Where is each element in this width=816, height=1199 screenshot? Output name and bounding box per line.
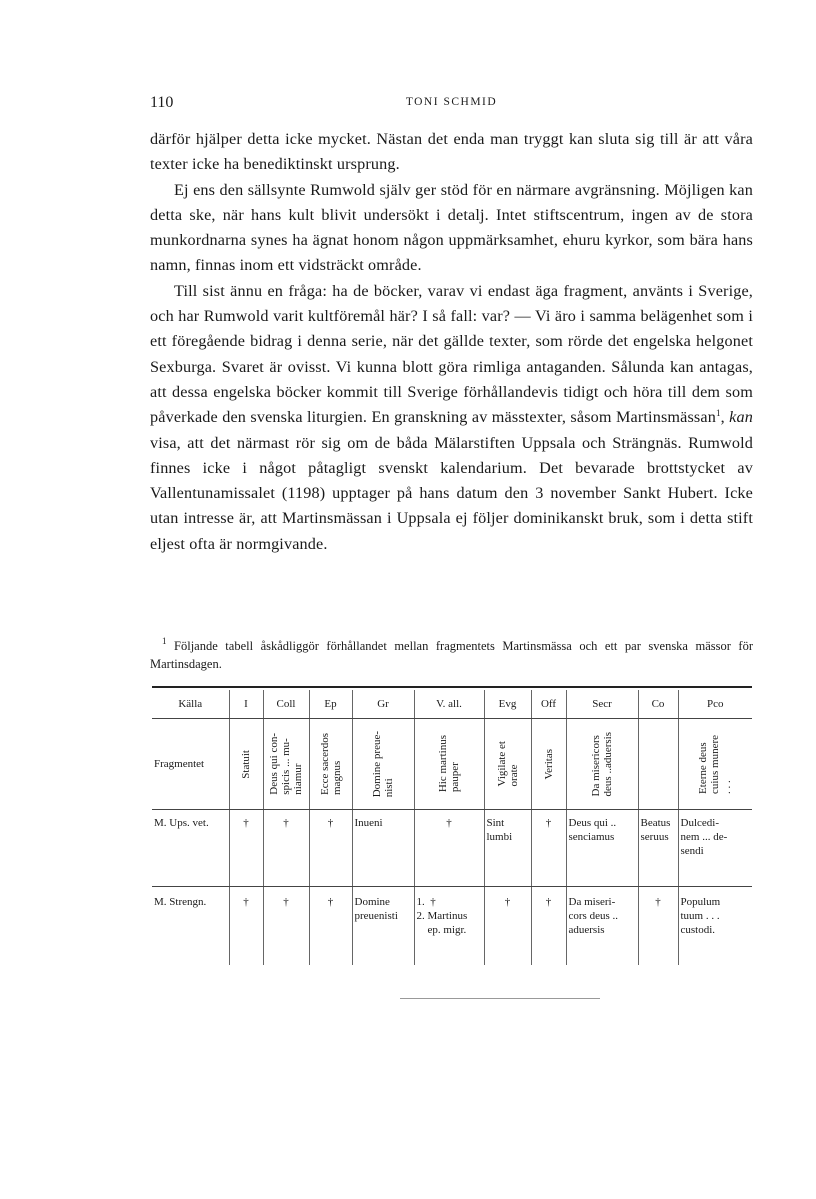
column-header: Evg [484,690,531,719]
footnote-marker: 1 [162,636,167,646]
row-label: M. Strengn. [154,896,207,908]
table-header-row [152,690,752,719]
paragraph-text: , [720,408,730,427]
row-label: Fragmentet [152,719,229,810]
footnote [150,637,753,673]
emphasis: kan [729,408,753,427]
table-cell: † [531,810,566,887]
fragment-row [152,719,752,810]
table-cell [352,719,414,810]
table-cell: Sint lumbi [484,810,531,887]
table-cell: † [309,810,352,887]
table-cell [229,719,263,810]
column-header: I [229,690,263,719]
table-cell: Deus qui .. senciamus [566,810,638,887]
rotated-text: Ecce sacerdos magnus [318,733,343,795]
table-cell: † [229,887,263,966]
footnote-text: Följande tabell åskådliggör förhållandet mellan fragmentets Martinsmässa och ett par svenska mässor för Martinsdagen. [150,639,754,671]
table-row [152,810,752,887]
page-header [150,94,753,114]
table-cell: † [414,810,484,887]
rotated-text: Eterne deus cuius munere . . . [697,734,734,794]
column-header: Coll [263,690,309,719]
table-cell: † [309,887,352,966]
paragraph-text: visa, att det närmast rör sig om de båda Mälarstiften Uppsala och Strängnäs. Rumwold finnes icke i något påtagligt svenskt kalendarium. Det bevarade brottstycket av Vallentunamissalet (1198) upptager på hans datum den 3 november Sankt Hubert. Icke utan intresse är, att Martinsmässan i Uppsala ej följer dominikanskt bruk, som i detta stift eljest ofta är normgivande. [150,433,753,553]
column-header: Off [531,690,566,719]
table-cell: Dulcedi- nem ... de- sendi [678,810,752,887]
footnote-reference: 1 [715,408,721,419]
paragraph: därför hjälper detta icke mycket. Nästan det enda man tryggt kan sluta sig till är att våra texter icke ha benediktinskt ursprung. [150,130,753,174]
row-label: M. Ups. vet. [152,810,229,887]
column-header: Pco [678,690,752,719]
table-cell [309,719,352,810]
table-cell: † [263,887,309,966]
page-number: 110 [150,94,174,111]
column-header: Secr [566,690,638,719]
column-header: Ep [309,690,352,719]
table-row [152,887,752,966]
table-cell: † [229,810,263,887]
table-cell [263,719,309,810]
rotated-text: Da misericors deus ..aduersis [590,731,614,797]
rotated-text: Veritas [542,748,555,780]
body-text [150,127,753,557]
table-cell: † [263,810,309,887]
table-cell [414,719,484,810]
table-cell: † [638,887,678,966]
table-cell: Populum tuum . . . custodi. [678,887,752,966]
column-header: Co [638,690,678,719]
comparison-table [152,690,752,965]
paragraph: Ej ens den sällsynte Rumwold själv ger stöd för en närmare avgränsning. Möjligen kan detta ske, när hans kult blivit undersökt i detalj. Intet stiftscentrum, ingen av de stora munkordnarna synes ha ägnat honom någon uppmärksamhet, ehuru kyrkor, som bära hans namn, finnas inom ett vidsträckt område. [150,180,753,275]
table-cell: Beatus seruus [638,810,678,887]
table-top-rule [152,686,752,688]
column-header: Gr [352,690,414,719]
table-cell [678,719,752,810]
table-cell [484,719,531,810]
paragraph-text: Till sist ännu en fråga: ha de böcker, varav vi endast äga fragment, använts i Sverige, och har Rumwold varit kultföremål här? I så fall: var? — Vi äro i samma belägenhet som i ett föregående bidrag i denna serie, när det gällde texter, som rörde det engelska helgonet Sexburga. Svaret är ovisst. Vi kunna blott göra rimliga antaganden. Sålunda kan antagas, att dessa engelska böcker kommit till Sverige förhållandevis tidigt och höra till dem som påverkade den svenska liturgien. En granskning av mässtexter, såsom Martinsmässan [150,281,753,427]
table-cell: † [531,887,566,966]
rotated-text: Hic martinus pauper [437,735,461,793]
table-cell [638,719,678,810]
table-cell [566,719,638,810]
table-cell [531,719,566,810]
table-cell: 1. † 2. Martinus ep. migr. [414,887,484,966]
bottom-rule [400,998,600,999]
rotated-text: Domine preue- nisti [371,730,395,798]
rotated-text: Vigilate et orate [495,741,520,787]
rotated-text: Statuit [240,749,252,779]
table-cell: † [484,887,531,966]
table-cell: Inueni [352,810,414,887]
table-cell: Domine preuenisti [352,887,414,966]
running-title: TONI SCHMID [405,96,498,108]
rotated-text: Deus qui con- spicis ... mu- niamur [268,733,304,795]
column-header: V. all. [414,690,484,719]
table-cell: Da miseri- cors deus .. aduersis [566,887,638,966]
column-header: Källa [152,690,229,719]
paragraph [150,279,753,557]
